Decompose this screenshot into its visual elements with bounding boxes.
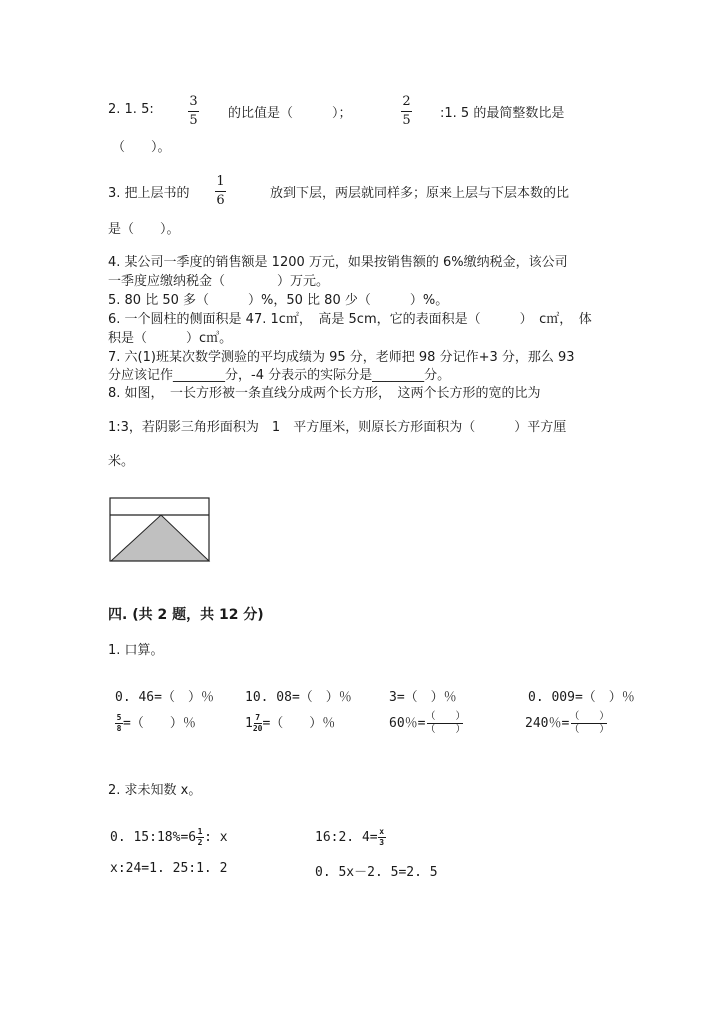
shaded-triangle <box>111 515 209 561</box>
q6-line1: 6. 一个圆柱的侧面积是 47. 1c㎡， 高是 5cm，它的表面积是（ ） c㎡， 体 <box>108 312 592 327</box>
numerator: x <box>379 827 385 836</box>
frac-1-2 <box>196 828 204 847</box>
q2-suffix: :1. 5 的最简整数比是 <box>440 106 565 121</box>
blank-denominator: （ ） <box>569 724 610 735</box>
calc-row2-d-prefix: 240％= <box>525 716 570 731</box>
calc-row2-b-suffix: =（ ）％ <box>262 716 336 731</box>
calc-row2-d <box>525 712 609 735</box>
equation-1-suffix: : x <box>204 830 228 845</box>
q2-frac2-numerator: 2 <box>402 94 411 109</box>
q3-frac-denominator: 6 <box>216 193 225 208</box>
q8-line1: 8. 如图， 一长方形被一条直线分成两个长方形， 这两个长方形的宽的比为 <box>108 386 541 401</box>
calc-row2-c <box>389 712 465 735</box>
q4-line1: 4. 某公司一季度的销售额是 1200 万元，如果按销售额的 6%缴纳税金，该公司 <box>108 255 568 270</box>
blank-fraction <box>425 712 465 735</box>
calc-row1-d: 0. 009=（ ）％ <box>528 690 635 705</box>
denominator: 3 <box>379 838 385 847</box>
equation-4: 0. 5x－2. 5=2. 5 <box>315 865 438 880</box>
blank-numerator: （ ） <box>425 711 466 722</box>
equation-3: x:24=1. 25:1. 2 <box>110 861 228 876</box>
equation-1-prefix: 0. 15:18%=6 <box>110 830 197 845</box>
fraction-bar <box>215 191 226 192</box>
q2-prefix: 2. 1. 5: <box>108 102 154 117</box>
q3-line2: 是（ ）。 <box>108 222 180 237</box>
rectangle-figure <box>109 497 211 563</box>
q2-line2: （ ）。 <box>112 140 171 155</box>
calc-row2-a <box>115 712 196 733</box>
q3-fraction <box>215 175 226 208</box>
q2-frac1-denominator: 5 <box>189 113 198 128</box>
blank-fraction <box>569 712 609 735</box>
calc-row2-a-suffix: =（ ）％ <box>123 716 196 731</box>
calc-row2-b <box>245 712 335 733</box>
frac-x-3 <box>378 828 386 847</box>
calc-row1-a: 0. 46=（ ）％ <box>115 690 214 705</box>
section-4-sub1: 1. 口算。 <box>108 643 164 658</box>
calc-row1-c: 3=（ ）％ <box>389 690 457 705</box>
q6-line2: 积是（ ）c㎥。 <box>108 331 233 346</box>
blank-numerator: （ ） <box>569 711 610 722</box>
denominator: 8 <box>116 724 122 733</box>
q2-frac2-denominator: 5 <box>402 113 411 128</box>
numerator: 7 <box>255 713 261 722</box>
section-4-sub2: 2. 求未知数 x。 <box>108 783 202 798</box>
fraction-bar <box>188 111 199 112</box>
q8-line2: 1:3，若阴影三角形面积为 1 平方厘米，则原长方形面积为（ ）平方厘 <box>108 420 567 435</box>
equation-2-prefix: 16:2. 4= <box>315 830 378 845</box>
calc-row1-b: 10. 08=（ ）％ <box>245 690 352 705</box>
q3-frac-numerator: 1 <box>216 174 225 189</box>
q2-fraction-2 <box>401 95 412 128</box>
numerator: 5 <box>116 713 122 722</box>
q4-line2: 一季度应缴纳税金（ ）万元。 <box>108 274 330 289</box>
denominator: 20 <box>252 724 263 733</box>
q2-fraction-1 <box>188 95 199 128</box>
q3-prefix: 3. 把上层书的 <box>108 186 190 201</box>
equation-1 <box>110 828 228 847</box>
q2-frac1-numerator: 3 <box>189 94 198 109</box>
blank-denominator: （ ） <box>425 724 466 735</box>
fraction-bar <box>401 111 412 112</box>
equation-2 <box>315 828 386 847</box>
q8-line3: 米。 <box>108 454 135 469</box>
q3-suffix: 放到下层，两层就同样多；原来上层与下层本数的比 <box>270 186 570 201</box>
calc-row2-c-prefix: 60％= <box>389 716 426 731</box>
q7-line2: 分应该记作________分，-4 分表示的实际分是________分。 <box>108 368 451 383</box>
q5-text: 5. 80 比 50 多（ ）%，50 比 80 少（ ）%。 <box>108 293 449 308</box>
q2-mid: 的比值是（ ）； <box>228 106 352 121</box>
denominator: 2 <box>197 838 203 847</box>
q7-line1: 7. 六(1)班某次数学测验的平均成绩为 95 分，老师把 98 分记作+3 分，那么 93 <box>108 350 575 365</box>
section-4-title: 四. (共 2 题，共 12 分) <box>108 607 264 623</box>
numerator: 1 <box>197 827 203 836</box>
mixed-whole: 1 <box>245 716 253 731</box>
frac-5-8 <box>115 714 123 733</box>
